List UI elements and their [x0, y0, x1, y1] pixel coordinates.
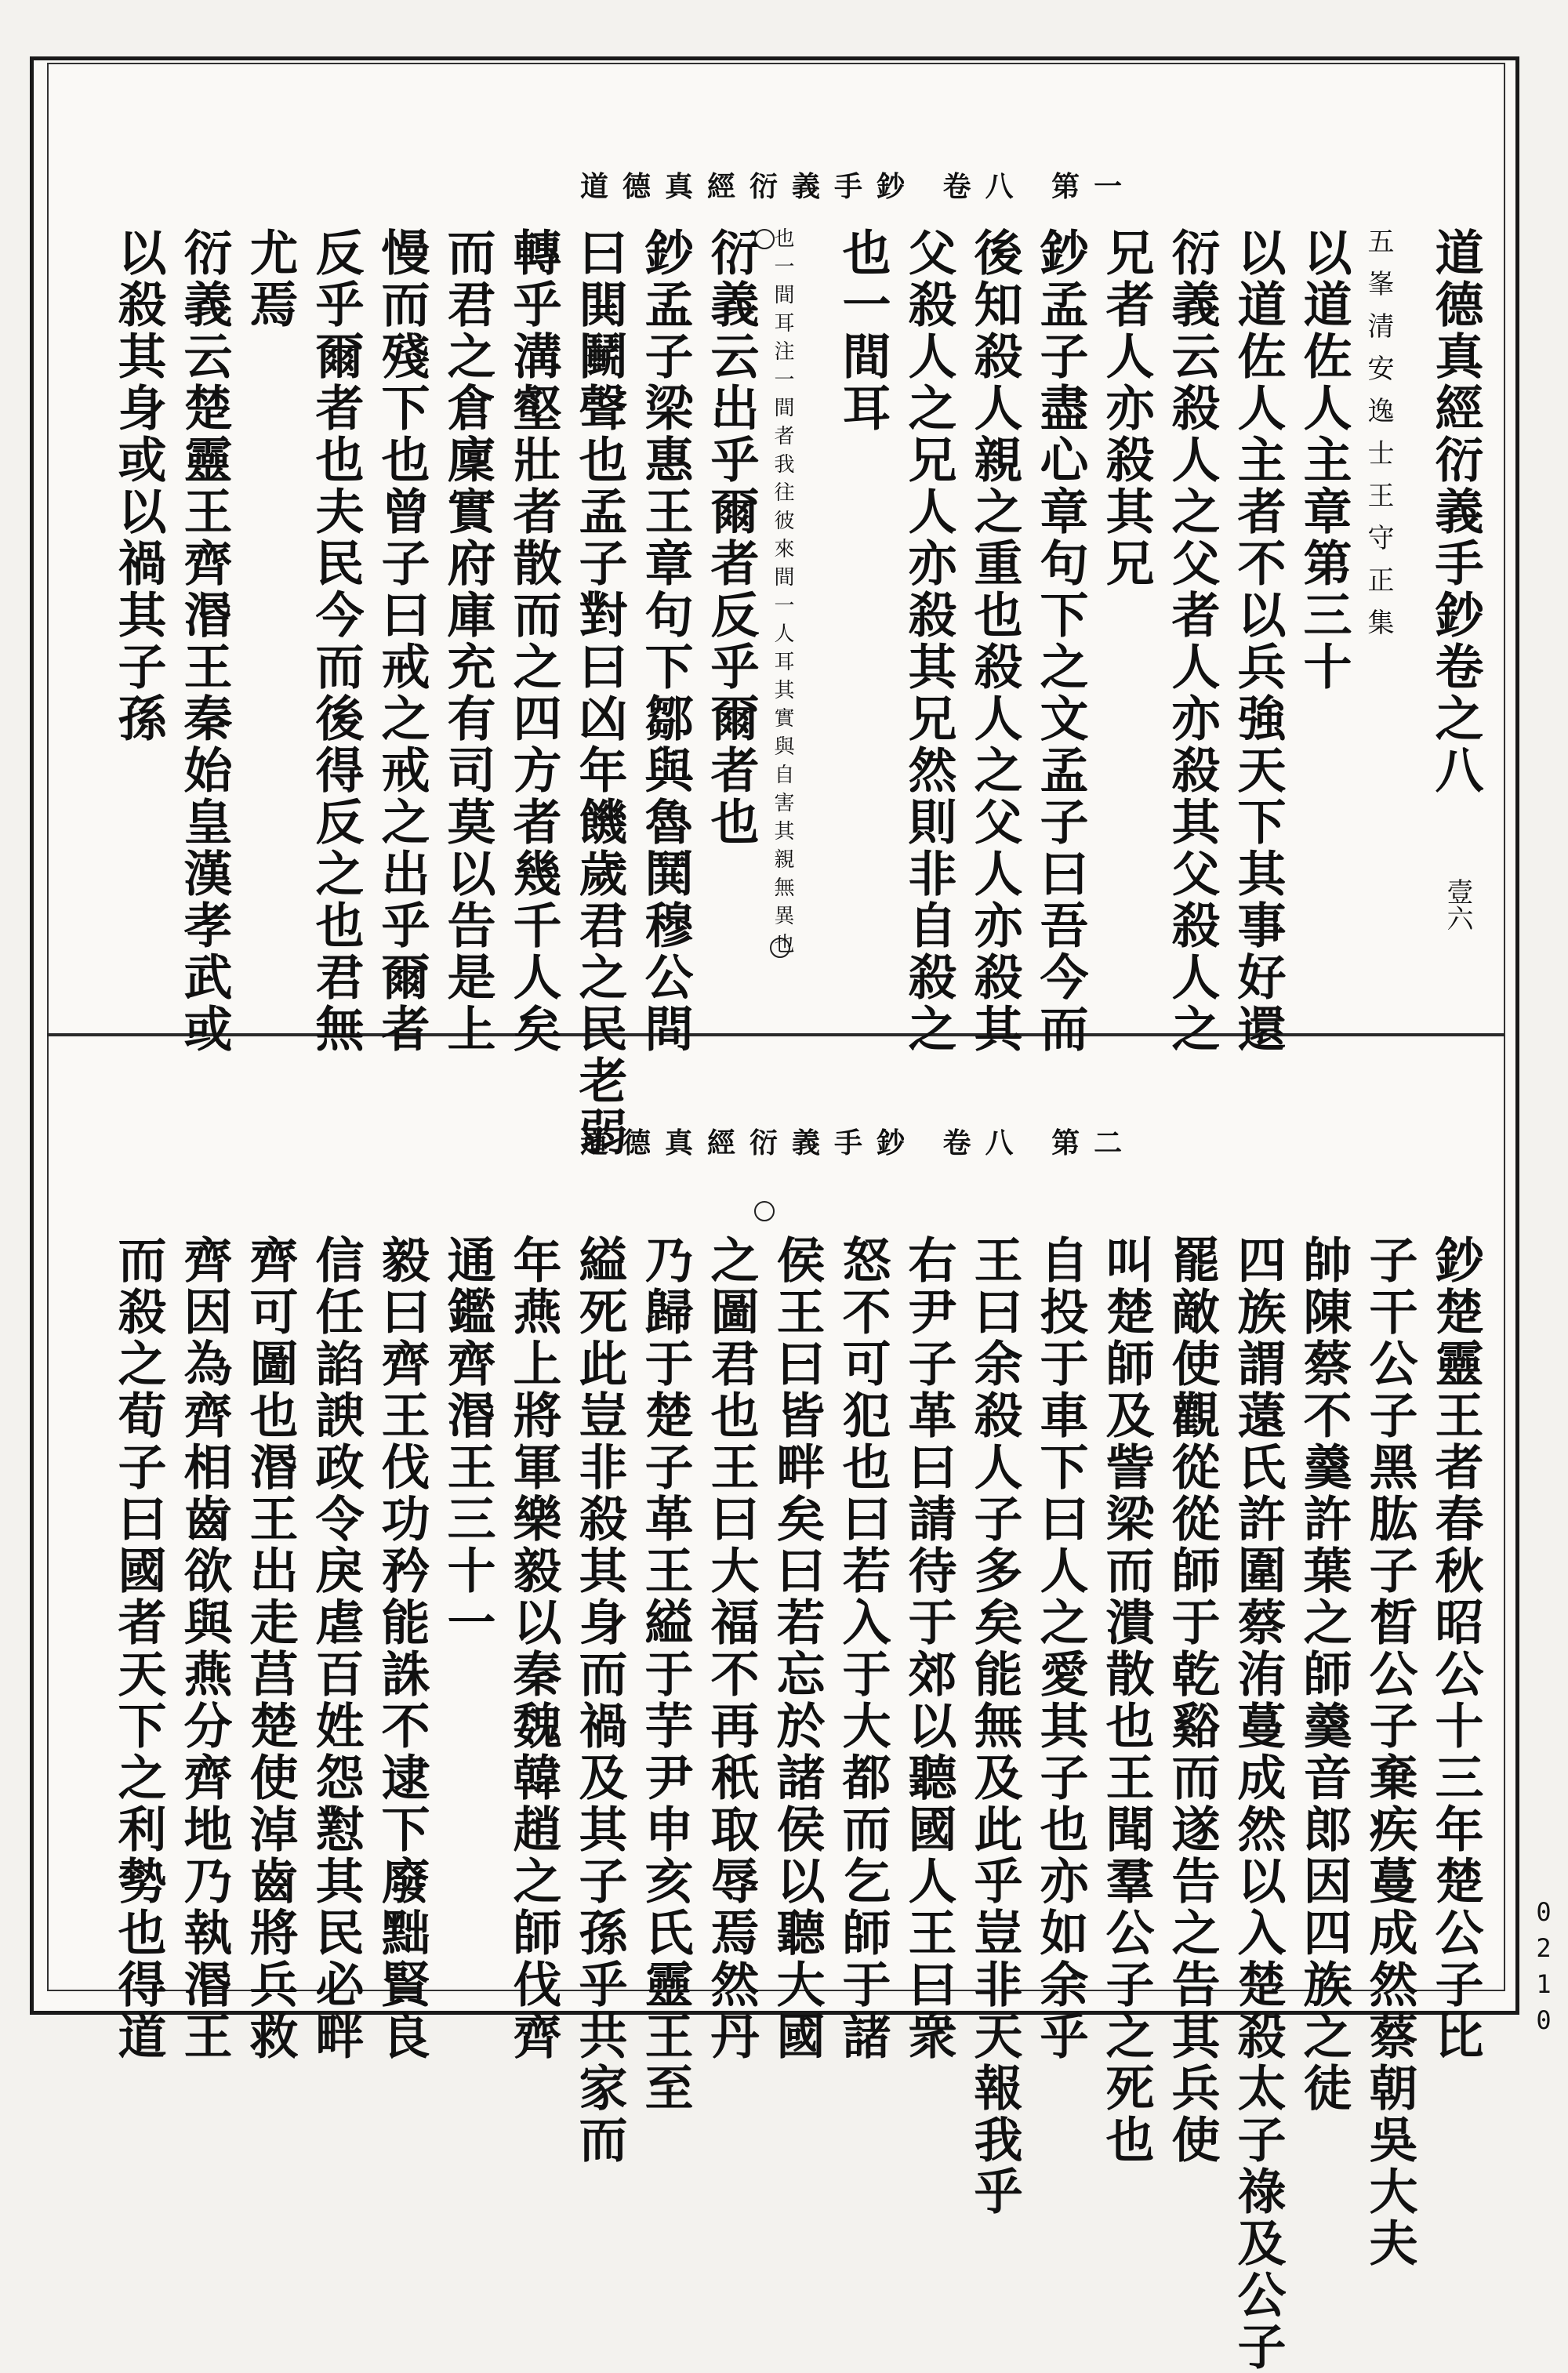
- text-column: 曰閧鬭聲也孟子對曰凶年饑歲君之民老弱: [571, 227, 628, 1159]
- text-column: 也一間耳: [834, 227, 891, 434]
- text-column: 而君之倉廩實府庫充有司莫以告是上: [439, 227, 496, 1055]
- page-divider: [47, 1033, 1505, 1036]
- text-column: 兄者人亦殺其兄: [1098, 227, 1155, 590]
- text-column: 之圖君也王曰大福不再秖取辱焉然丹: [702, 1235, 760, 2063]
- text-column: 侯王曰皆畔矣曰若忘於諸侯以聽大國: [768, 1235, 826, 2063]
- page-header-2: 道德真經衍義手鈔 卷八 第二: [580, 1127, 1137, 1159]
- folio-mark: 壹六: [1442, 878, 1473, 931]
- text-column: 父殺人之兄人亦殺其兄然則非自殺之: [900, 227, 957, 1055]
- text-column: 帥陳蔡不羹許葉之師羹音郎因四族之徒: [1295, 1235, 1352, 2114]
- text-column: 反乎爾者也夫民今而後得反之也君無: [307, 227, 365, 1055]
- text-column: 怒不可犯也曰若入于大都而乞師于諸: [834, 1235, 891, 2063]
- text-column: 四族謂薳氏許圍蔡洧蔓成然以入楚殺太子祿及公子: [1229, 1235, 1287, 2373]
- text-column: 叫楚師及訾梁而潰散也王聞羣公子之死也: [1098, 1235, 1155, 2166]
- text-column: 鈔孟子梁惠王章句下鄒與魯鬨穆公問: [637, 227, 694, 1055]
- text-column: 鈔楚靈王者春秋昭公十三年楚公子比: [1427, 1235, 1484, 2063]
- text-column: 通鑑齊湣王三十一: [439, 1235, 496, 1649]
- text-column: 而殺之荀子曰國者天下之利勢也得道: [110, 1235, 167, 2063]
- text-column: 慢而殘下也曾子曰戒之戒之出乎爾者: [373, 227, 430, 1055]
- text-column: 王曰余殺人子多矣能無及此乎豈非天報我乎: [966, 1235, 1023, 2218]
- text-column: 右尹子革曰請待于郊以聽國人王曰衆: [900, 1235, 957, 2063]
- text-column: 轉乎溝壑壯者散而之四方者幾千人矣: [505, 227, 562, 1055]
- text-column: 五峯清安逸士王守正集: [1363, 227, 1394, 651]
- text-column: 道德真經衍義手鈔卷之八: [1427, 227, 1484, 796]
- text-column: 齊可圖也湣王出走莒楚使淖齒將兵救: [241, 1235, 299, 2063]
- text-column: 子干公子黑肱子晳公子棄疾蔓成然蔡朝吳大夫: [1361, 1235, 1418, 2270]
- text-column: 毅曰齊王伐功矜能誅不逮下廢黜賢良: [373, 1235, 430, 2063]
- text-column: 自投于車下曰人之愛其子也亦如余乎: [1032, 1235, 1089, 2063]
- text-column: 信任諂諛政令戾虐百姓怨懟其民必畔: [307, 1235, 365, 2063]
- text-column: 以殺其身或以禍其子孫: [110, 227, 167, 745]
- side-page-number: 0210: [1529, 1897, 1559, 2041]
- text-column: 乃歸于楚子革王縊于芋尹申亥氏靈王至: [637, 1235, 694, 2114]
- text-column: 衍義云出乎爾者反乎爾者也: [702, 227, 760, 848]
- text-column: 也一間耳注一間者我往彼來間一人耳其實與自害其親無異也: [771, 227, 794, 961]
- page-header-1: 道德真經衍義手鈔 卷八 第一: [580, 170, 1137, 203]
- text-column: 衍義云殺人之父者人亦殺其父殺人之: [1163, 227, 1221, 1055]
- punch-hole-icon: [754, 1201, 775, 1221]
- text-column: 尤焉: [241, 227, 299, 331]
- text-column: 以道佐人主章第三十: [1295, 227, 1352, 693]
- text-column: 鈔孟子盡心章句下之文孟子曰吾今而: [1032, 227, 1089, 1055]
- text-column: 後知殺人親之重也殺人之父人亦殺其: [966, 227, 1023, 1055]
- text-column: 年燕上將軍樂毅以秦魏韓趙之師伐齊: [505, 1235, 562, 2063]
- text-column: 縊死此豈非殺其身而禍及其子孫乎共家而: [571, 1235, 628, 2166]
- text-column: 衍義云楚靈王齊湣王秦始皇漢孝武或: [176, 227, 233, 1055]
- text-column: 罷敵使觀從從師于乾谿而遂告之告其兵使: [1163, 1235, 1221, 2166]
- text-column: 以道佐人主者不以兵強天下其事好還: [1229, 227, 1287, 1055]
- text-column: 齊因為齊相齒欲與燕分齊地乃執湣王: [176, 1235, 233, 2063]
